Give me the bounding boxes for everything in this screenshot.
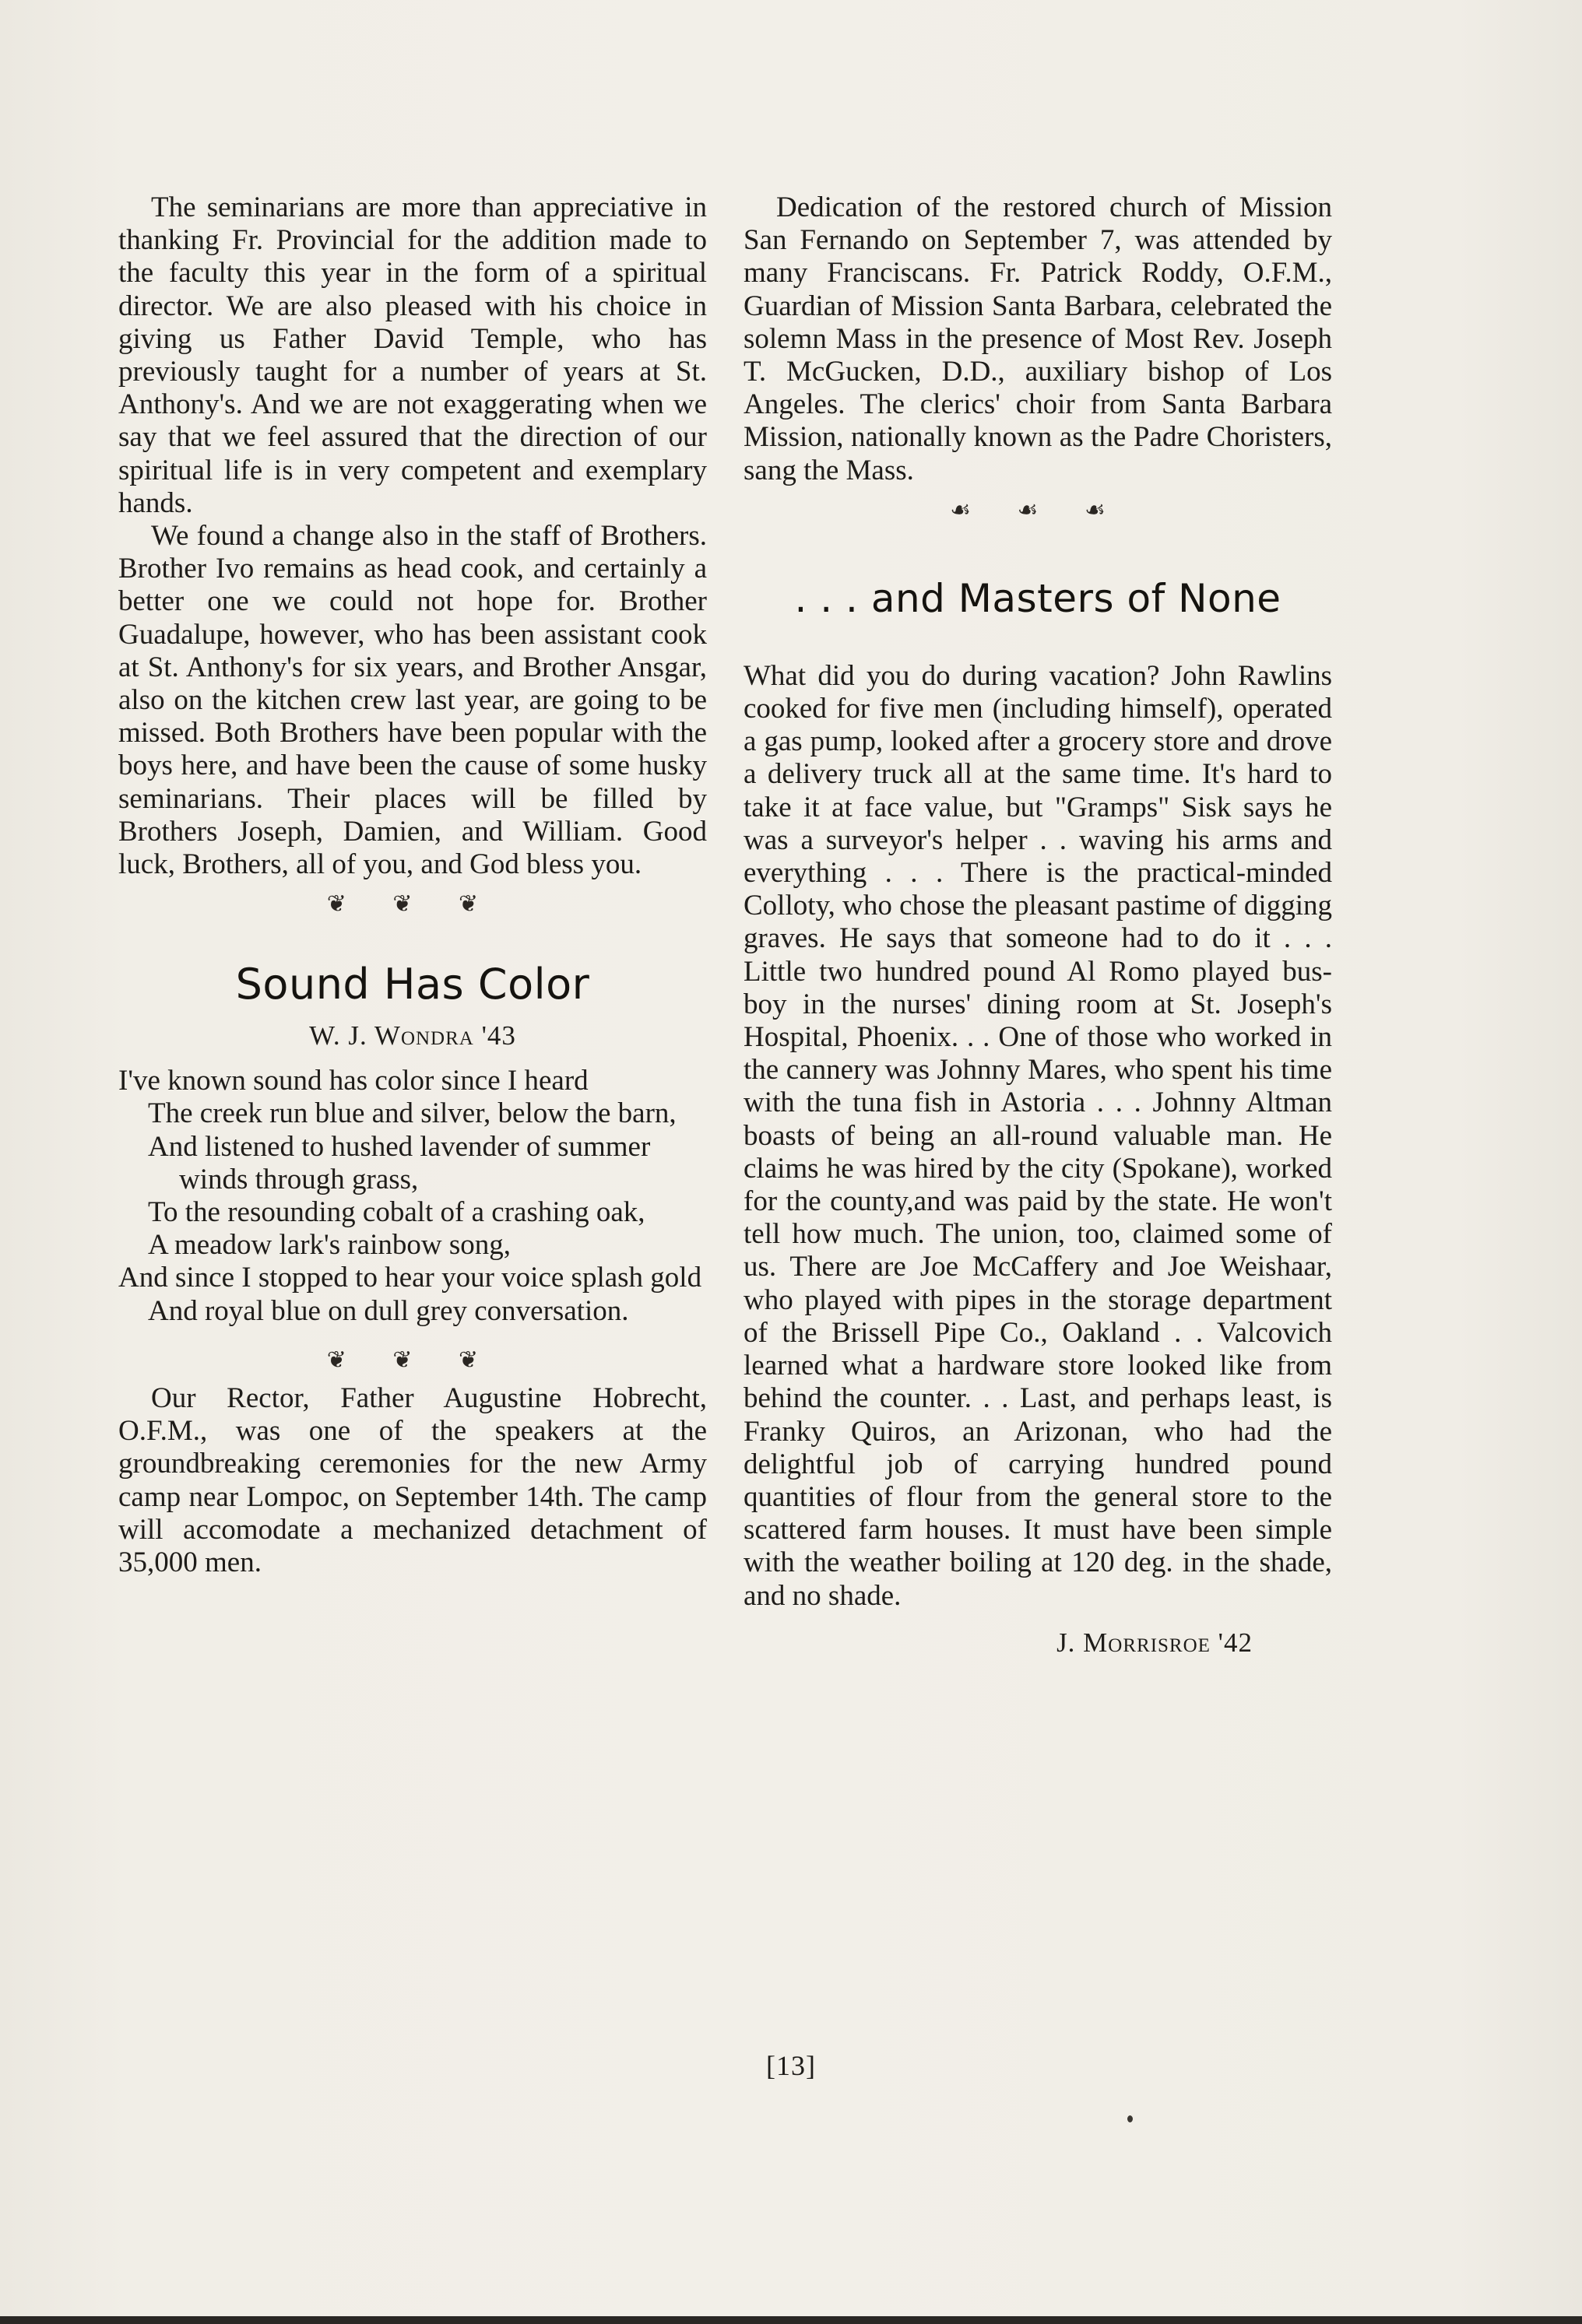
poem-title: Sound Has Color xyxy=(235,960,590,1009)
left-column xyxy=(118,191,707,1579)
ornament-divider: ❦ ❦ ❦ xyxy=(326,891,499,918)
poem-line: And royal blue on dull grey conversation. xyxy=(148,1294,629,1327)
page-bottom-edge xyxy=(0,2316,1582,2324)
ornament-divider: ☙ ☙ ☙ xyxy=(950,497,1126,523)
vacation-paragraph: What did you do during vacation? John Rawlins cooked for five men (including himself), operated a gas pump, looked after a grocery store and drove a delivery truck all at the same time. It's hard to take it at face value, but "Gramps" Sisk says he was a surveyor's helper . . waving his arms and everything . . . There is the practical-minded Colloty, who chose the pleasant pastime of digging graves. He says that someone had to do it . . . Little two hundred pound Al Romo played bus-boy in the nurses' dining room at St. Joseph's Hospital, Phoenix. . . One of those who worked in the cannery was Johnny Mares, who spent his time with the tuna fish in Astoria . . . Johnny Altman boasts of being an all-round valuable man. He claims he was hired by the city (Spokane), worked for the county,and was paid by the state. He won't tell how much. The union, too, claimed some of us. There are Joe McCaffery and Joe Weishaar, who played with pipes in the storage department of the Brissell Pipe Co., Oakland . . Valcovich learned what a hardware store looked like from behind the counter. . . Last, and perhaps least, is Franky Quiros, an Arizonan, who had the delightful job of carrying hundred pound quantities of flour from the general store to the scattered farm houses. It must have been simple with the weather boiling at 120 deg. in the shade, and no shade. xyxy=(744,659,1332,1612)
poem xyxy=(118,1065,707,1328)
right-column xyxy=(744,191,1332,1659)
article-signature: J. Morrisroe '42 xyxy=(1056,1627,1253,1658)
print-speck xyxy=(1127,2115,1133,2122)
faculty-paragraph: The seminarians are more than appreciative in thanking Fr. Provincial for the addition made to the faculty this year in the form of a spiritual director. We are also pleased with his choice in giving us Father David Temple, who has previously taught for a number of years at St. Anthony's. And we are not exaggerating when we say that we feel assured that the direction of our spiritual life is in very competent and exemplary hands. xyxy=(118,191,707,519)
dedication-paragraph: Dedication of the restored church of Mission San Fernando on September 7, was attended by many Franciscans. Fr. Patrick Roddy, O.F.M., Guardian of Mission Santa Barbara, celebrated the solemn Mass in the presence of Most Rev. Joseph T. McGucken, D.D., auxiliary bishop of Los Angeles. The clerics' choir from Santa Barbara Mission, nationally known as the Padre Choristers, sang the Mass. xyxy=(744,191,1332,486)
poem-line: To the resounding cobalt of a crashing oak, xyxy=(148,1196,645,1229)
poem-line: And since I stopped to hear your voice splash gold xyxy=(118,1262,702,1294)
page-number: [13] xyxy=(766,2050,816,2081)
poem-author: W. J. Wondra '43 xyxy=(309,1020,516,1051)
poem-line: A meadow lark's rainbow song, xyxy=(148,1229,512,1262)
article-heading: . . . and Masters of None xyxy=(794,575,1281,621)
poem-line: And listened to hushed lavender of summer winds through grass, xyxy=(148,1130,651,1195)
rector-paragraph: Our Rector, Father Augustine Hobrecht, O.F.M., was one of the speakers at the groundbreaking ceremonies for the new Army camp near Lompoc, on September 14th. The camp will accomodate a mechanized detachment of 35,000 men. xyxy=(118,1381,707,1578)
poem-line: The creek run blue and silver, below the barn, xyxy=(148,1097,677,1130)
brothers-paragraph: We found a change also in the staff of Brothers. Brother Ivo remains as head cook, and certainly a better one we could not hope for. Brother Guadalupe, however, who has been assistant cook at St. Anthony's for six years, and Brother Ansgar, also on the kitchen crew last year, are going to be missed. Both Brothers have been popular with the boys here, and have been the cause of some husky seminarians. Their places will be filled by Brothers Joseph, Damien, and William. Good luck, Brothers, all of you, and God bless you. xyxy=(118,520,707,881)
poem-line: I've known sound has color since I heard xyxy=(118,1065,589,1097)
ornament-divider: ❦ ❦ ❦ xyxy=(326,1346,499,1373)
